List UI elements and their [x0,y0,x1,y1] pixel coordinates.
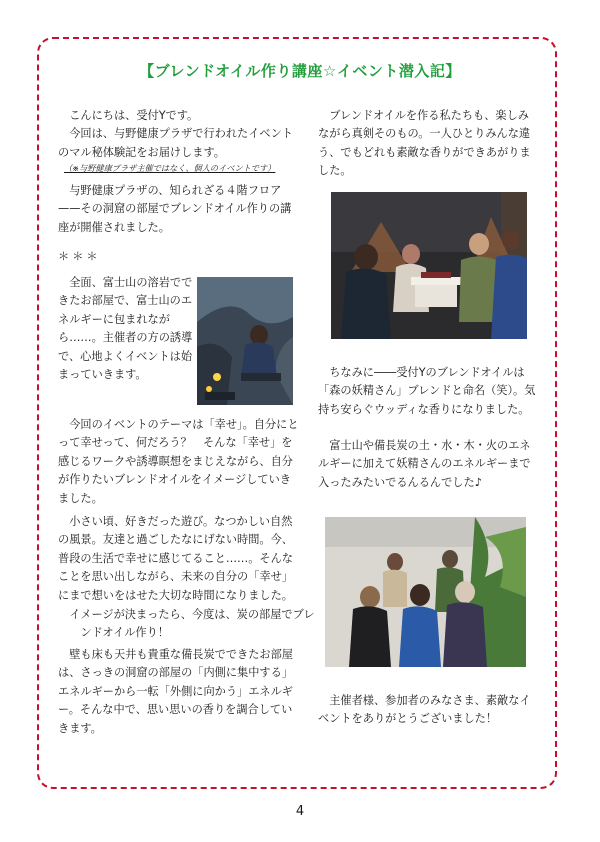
page-number: 4 [295,804,305,819]
theme-paragraph: 今回のイベントのテーマは「幸せ」。自分にとって幸せって、何だろう？ そんな「幸せ」を感じるワークや誘導瞑想をまじえながら、自分が作りたいブレンドオイルをイメージしていきました。 [58,418,299,505]
charcoal-room-paragraph: イメージが決まったら、今度は、炭の部屋でブレンドオイル作り！ [69,608,315,640]
fairy-blend-paragraph: ちなみに――受付Yのブレンドオイルは「森の妖精さん」ブレンドと命名（笑）。気持ち安らぐウッディな香りになりました。 [318,366,536,416]
energy-paragraph: 富士山や備長炭の土・水・木・火のエネルギーに加えて妖精さんのエネルギーまで入ったみたいでるんるんでした♪ [318,439,531,489]
intro-line1: こんにちは、受付Yです。 [69,109,199,122]
thanks-paragraph: 主催者様、参加者のみなさま、素敵なイベントをありがとうございました！ [318,694,531,726]
intro-paragraph [58,107,300,174]
group-photo [325,517,526,667]
cave-room-photo [197,277,293,405]
venue-paragraph: 与野健康プラザの、知られざる４階フロア——その洞窟の部屋でブレンドオイル作りの講座が開催されました。 [58,184,292,234]
charcoal-room-photo [331,192,527,339]
making-paragraph: ブレンドオイルを作る私たちも、楽しみながら真剣そのもの。一人ひとりみんな違う、でもどれも素敵な香りができあがりました。 [318,109,531,178]
cave-paragraph: 全面、富士山の溶岩でできたお部屋で、富士山のエネルギーに包まれながら……。主催者の方の誘導で、心地よくイベントは始まっていきます。 [58,276,193,382]
article-title: 【ブレンドオイル作り講座☆イベント潜入記】 [139,62,461,80]
section-divider: ＊＊＊ [58,250,101,263]
memories-paragraph: 小さい頃、好きだった遊び。なつかしい自然の風景。友達と過ごしたなにげない時間。今、普段の生活で幸せに感じてること……。そんなことを思い出しながら、未来の自分の「幸せ」にまで想いをはせた大切な時間になりました。 [58,515,293,602]
disclaimer-note: （※与野健康プラザ主催ではなく、個人のイベントです） [64,163,276,174]
intro-line2: 今回は、与野健康プラザで行われたイベントのマル秘体験記をお届けします。 [58,127,293,159]
charcoal-energy-paragraph: 壁も床も天井も貴重な備長炭でできたお部屋は、さっきの洞窟の部屋の「内側に集中する」エネルギーから一転「外側に向かう」エネルギー。そんな中で、思い思いの香りを調合していきます。 [58,648,293,735]
